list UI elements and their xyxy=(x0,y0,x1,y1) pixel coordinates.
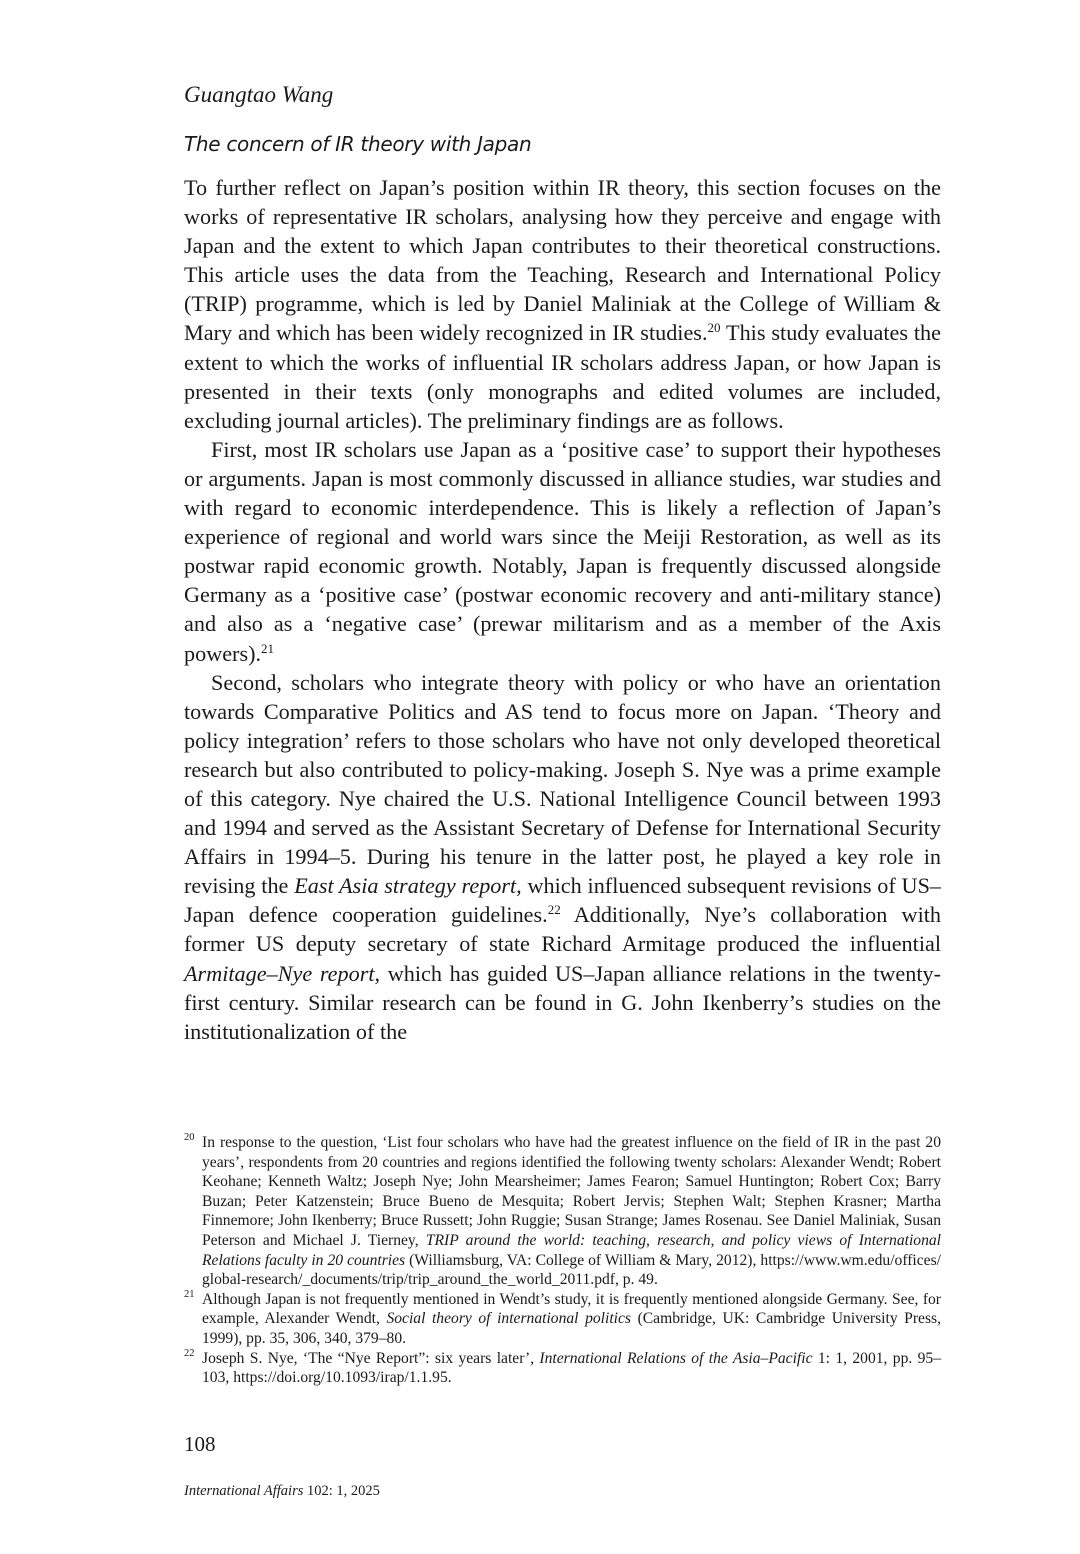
footnote-text: In response to the question, ‘List four scholars who have had the greatest influence on the field of IR in the past 20 years’, respondents from 20 countries and regions identified the following twenty scholars: Alexander Wendt; Robert Keohane; Kenneth Waltz; Joseph Nye; John Mearsheimer; James Fearon; Samuel Huntington; Robert Cox; Barry Buzan; Peter Katzenstein; Bruce Bueno de Mesquita; Robert Jervis; Stephen Walt; Stephen Krasner; Martha Finnemore; John Ikenberry; Bruce Russett; John Ruggie; Susan Strange; James Rosenau. See Daniel Maliniak, Susan Peterson and Michael J. Tierney, xyxy=(202,1134,941,1249)
footnote-reference[interactable]: 21 xyxy=(261,640,275,656)
footnotes xyxy=(184,1133,941,1388)
footnote-text: (Williamsburg, VA: College of William & Mary, 2012), xyxy=(405,1251,761,1269)
footnote xyxy=(184,1133,941,1290)
footnote-text: , p. 49. xyxy=(614,1271,658,1289)
footnote-url-link[interactable]: https://doi.org/10.1093/irap/1.1.95 xyxy=(233,1369,448,1387)
footnote-text: (Cambridge, UK: Cambridge University Press, 1999), pp. 35, 306, 340, 379–80. xyxy=(202,1310,942,1347)
paragraph-text: Second, scholars who integrate theory with policy or who have an orientation towards Comparative Politics and AS tend to focus more on Japan. ‘Theory and policy integration’ refers to those scholars who have not only developed theoretical research but also contributed to policy-making. Joseph S. Nye was a prime example of this category. Nye chaired the U.S. National Intelligence Council between 1993 and 1994 and served as the Assistant Secretary of Defense for International Security Affairs in 1994–5. During his tenure in the latter post, he played a key role in revising the xyxy=(184,669,941,899)
footnote-reference[interactable]: 22 xyxy=(547,902,561,918)
footnote xyxy=(184,1349,941,1388)
paragraph-text: To further reflect on Japan’s position within IR theory, this section focuses on the works of representative IR scholars, analysing how they perceive and engage with Japan and the extent to which Japan contributes to their theoretical constructions. This article uses the data from the Teaching, Research and International Policy (TRIP) programme, which is led by Daniel Maliniak at the College of William & Mary and which has been widely recognized in IR studies. xyxy=(184,175,941,346)
footnote-number: 20 xyxy=(184,1132,195,1143)
footnote xyxy=(184,1290,941,1349)
footnote-text: 1: 1, 2001, pp. 95–103, xyxy=(202,1349,941,1387)
journal-title: International Affairs xyxy=(184,1483,304,1499)
report-title: East Asia strategy report, xyxy=(294,873,522,899)
body-text xyxy=(184,173,941,1046)
paragraph-text: which influenced subsequent revisions of US–Japan defence cooperation guidelines. xyxy=(184,873,942,928)
section-heading: The concern of IR theory with Japan xyxy=(184,132,532,156)
paragraph-text: This study evaluates the extent to which the works of influential IR scholars address Japan, or how Japan is presented in their texts (only monographs and edited volumes are included, excluding journal articles). The preliminary findings are as follows. xyxy=(184,320,941,433)
journal-footer xyxy=(184,1482,380,1500)
footnote-text: Although Japan is not frequently mentioned in Wendt’s study, it is frequently mentioned alongside Germany. See, for example, Alexander Wendt, xyxy=(202,1290,941,1328)
footnote-url-link[interactable]: https://www.wm.edu/offices/global-research/_documents/trip/trip_around_the_world_2011.pdf xyxy=(202,1251,941,1289)
footnote-reference[interactable]: 20 xyxy=(707,320,721,336)
cited-title: TRIP around the world: teaching, research, and policy views of International Relations faculty in 20 countries xyxy=(202,1231,941,1269)
paragraph xyxy=(184,668,941,1046)
report-title: Armitage–Nye report xyxy=(184,960,375,986)
paragraph xyxy=(184,173,941,435)
cited-title: International Relations of the Asia–Pacific xyxy=(539,1349,813,1367)
footnote-number: 21 xyxy=(184,1288,195,1300)
footnote-text: Joseph S. Nye, ‘The “Nye Report”: six years later’, xyxy=(202,1349,540,1367)
journal-issue: 102: 1, 2025 xyxy=(303,1483,380,1499)
footnote-number: 22 xyxy=(184,1347,195,1359)
page-number: 108 xyxy=(184,1432,216,1456)
paragraph-text: , which has guided US–Japan alliance relations in the twenty-first century. Similar research can be found in G. John Ikenberry’s studies on the institutionalization of the xyxy=(184,960,941,1044)
paragraph xyxy=(184,435,941,668)
paragraph-text: First, most IR scholars use Japan as a ‘positive case’ to support their hypotheses or arguments. Japan is most commonly discussed in alliance studies, war studies and with regard to economic interdependence. This is likely a reflection of Japan’s experience of regional and world wars since the Meiji Restoration, as well as its postwar rapid economic growth. Notably, Japan is frequently discussed alongside Germany as a ‘positive case’ (postwar economic recovery and anti-military stance) and also as a ‘negative case’ (prewar militarism and as a member of the Axis powers). xyxy=(184,436,941,666)
running-head-author: Guangtao Wang xyxy=(184,82,334,107)
footnote-text: . xyxy=(447,1369,452,1387)
cited-title: Social theory of international politics xyxy=(386,1310,631,1328)
paragraph-text: Additionally, Nye’s collaboration with former US deputy secretary of state Richard Armitage produced the influential xyxy=(184,902,941,957)
